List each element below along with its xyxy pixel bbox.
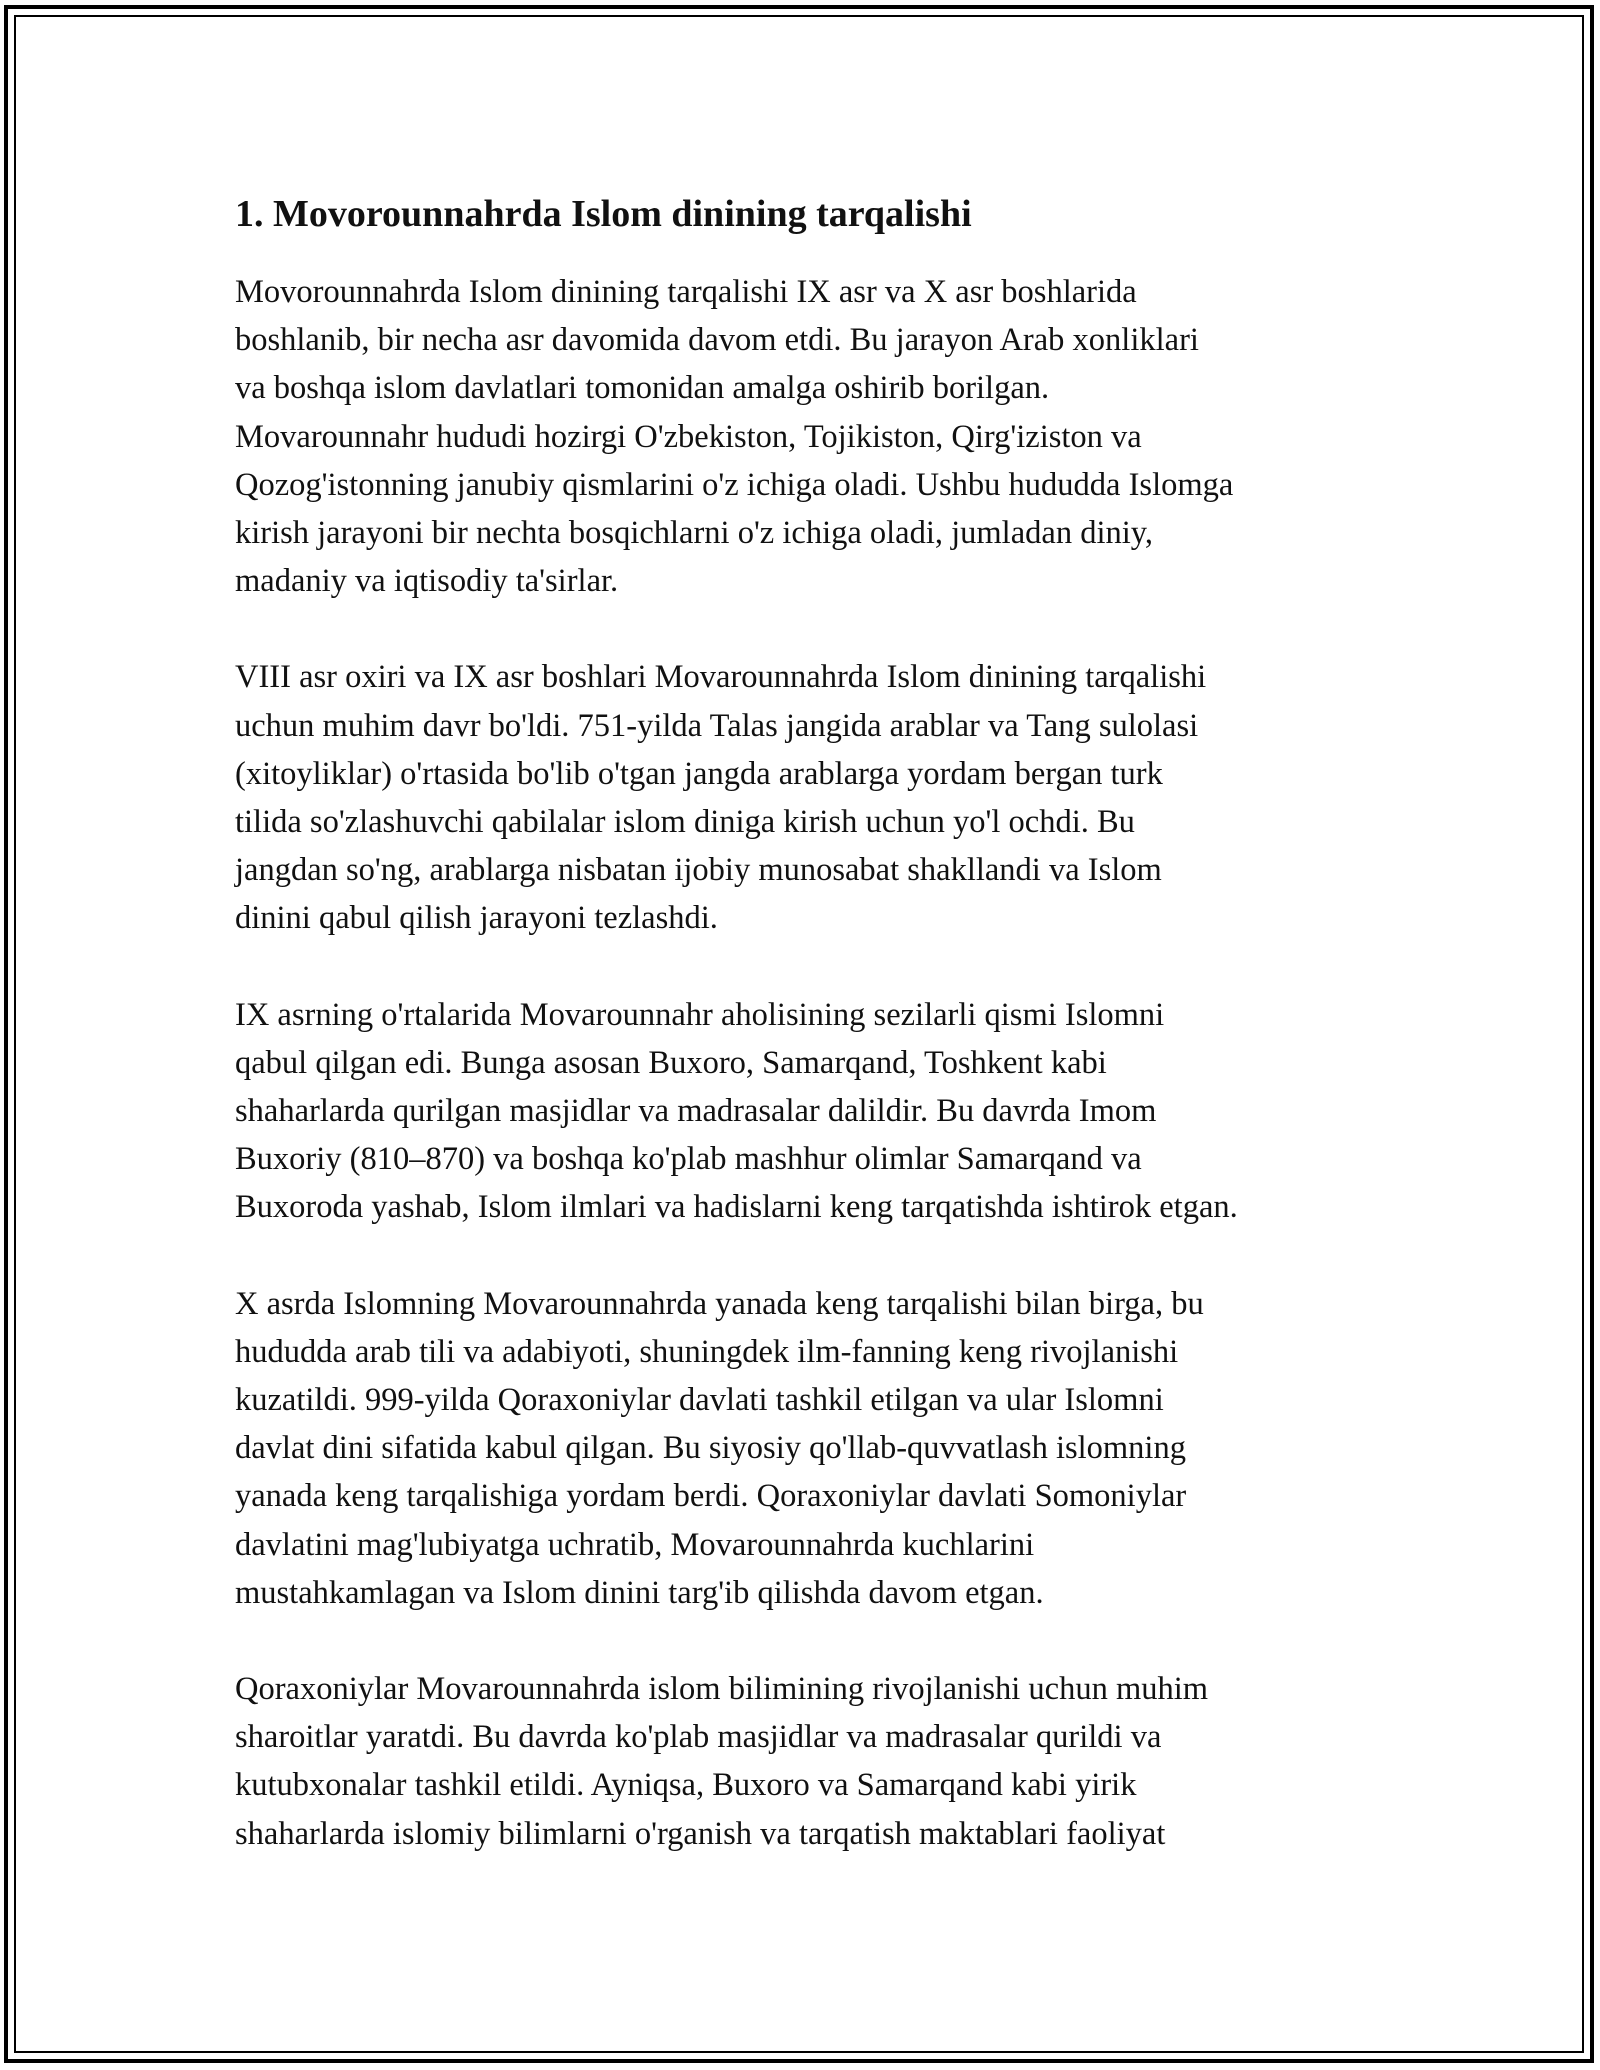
text-line: Buxoroda yashab, Islom ilmlari va hadislarni keng tarqatishda ishtirok etgan. [235,1189,1238,1226]
text-line: IX asrning o'rtalarida Movarounnahr aholisining sezilarli qismi Islomni [235,996,1165,1033]
document-body [235,190,1385,1906]
text-line: davlatini mag'lubiyatga uchratib, Movarounnahrda kuchlarini [235,1526,1035,1563]
text-line: sharoitlar yaratdi. Bu davrda ko'plab masjidlar va madrasalar qurildi va [235,1719,1162,1756]
text-line: kuzatildi. 999-yilda Qoraxoniylar davlati tashkil etilgan va ular Islomni [235,1382,1164,1419]
text-line: X asrda Islomning Movarounnahrda yanada keng tarqalishi bilan birga, bu [235,1285,1204,1322]
text-line: davlat dini sifatida kabul qilgan. Bu siyosiy qo'llab-quvvatlash islomning [235,1430,1186,1467]
text-line: qabul qilgan edi. Bunga asosan Buxoro, Samarqand, Toshkent kabi [235,1044,1107,1081]
paragraph-4 [235,1280,1385,1617]
text-line: hududda arab tili va adabiyoti, shuningdek ilm-fanning keng rivojlanishi [235,1333,1179,1370]
text-line: dinini qabul qilish jarayoni tezlashdi. [235,900,718,937]
text-line: (xitoyliklar) o'rtasida bo'lib o'tgan jangda arablarga yordam bergan turk [235,755,1163,792]
text-line: uchun muhim davr bo'ldi. 751-yilda Talas jangida arablar va Tang sulolasi [235,707,1199,744]
text-line: va boshqa islom davlatlari tomonidan amalga oshirib borilgan. [235,370,1050,407]
text-line: kutubxonalar tashkil etildi. Ayniqsa, Buxoro va Samarqand kabi yirik [235,1767,1137,1804]
text-line: tilida so'zlashuvchi qabilalar islom diniga kirish uchun yo'l ochdi. Bu [235,804,1135,841]
text-line: shaharlarda qurilgan masjidlar va madrasalar dalildir. Bu davrda Imom [235,1093,1157,1130]
text-line: VIII asr oxiri va IX asr boshlari Movarounnahrda Islom dinining tarqalishi [235,659,1207,696]
paragraph-5 [235,1665,1385,1858]
text-line: Qoraxoniylar Movarounnahrda islom bilimining rivojlanishi uchun muhim [235,1671,1209,1708]
section-heading: 1. Movorounnahrda Islom dinining tarqalishi [235,193,972,235]
text-line: Movorounnahrda Islom dinining tarqalishi IX asr va X asr boshlarida [235,274,1137,310]
paragraph-2 [235,653,1385,942]
text-line: jangdan so'ng, arablarga nisbatan ijobiy munosabat shakllandi va Islom [235,852,1162,889]
paragraph-3 [235,991,1385,1232]
text-line: Movarounnahr hududi hozirgi O'zbekiston, Tojikiston, Qirg'iziston va [235,418,1142,455]
text-line: yanada keng tarqalishiga yordam berdi. Qoraxoniylar davlati Somoniylar [235,1478,1187,1515]
text-line: shaharlarda islomiy bilimlarni o'rganish va tarqatish maktablari faoliyat [235,1815,1166,1852]
text-line: Buxoriy (810–870) va boshqa ko'plab mashhur olimlar Samarqand va [235,1141,1142,1178]
text-line: mustahkamlagan va Islom dinini targ'ib qilishda davom etgan. [235,1574,1044,1611]
text-line: Qozog'istonning janubiy qismlarini o'z ichiga oladi. Ushbu hududda Islomga [235,466,1234,503]
paragraph-1 [235,268,1385,605]
text-line: boshlanib, bir necha asr davomida davom etdi. Bu jarayon Arab xonliklari [235,322,1199,359]
text-line: madaniy va iqtisodiy ta'sirlar. [235,563,619,600]
text-line: kirish jarayoni bir nechta bosqichlarni o'z ichiga oladi, jumladan diniy, [235,515,1154,552]
